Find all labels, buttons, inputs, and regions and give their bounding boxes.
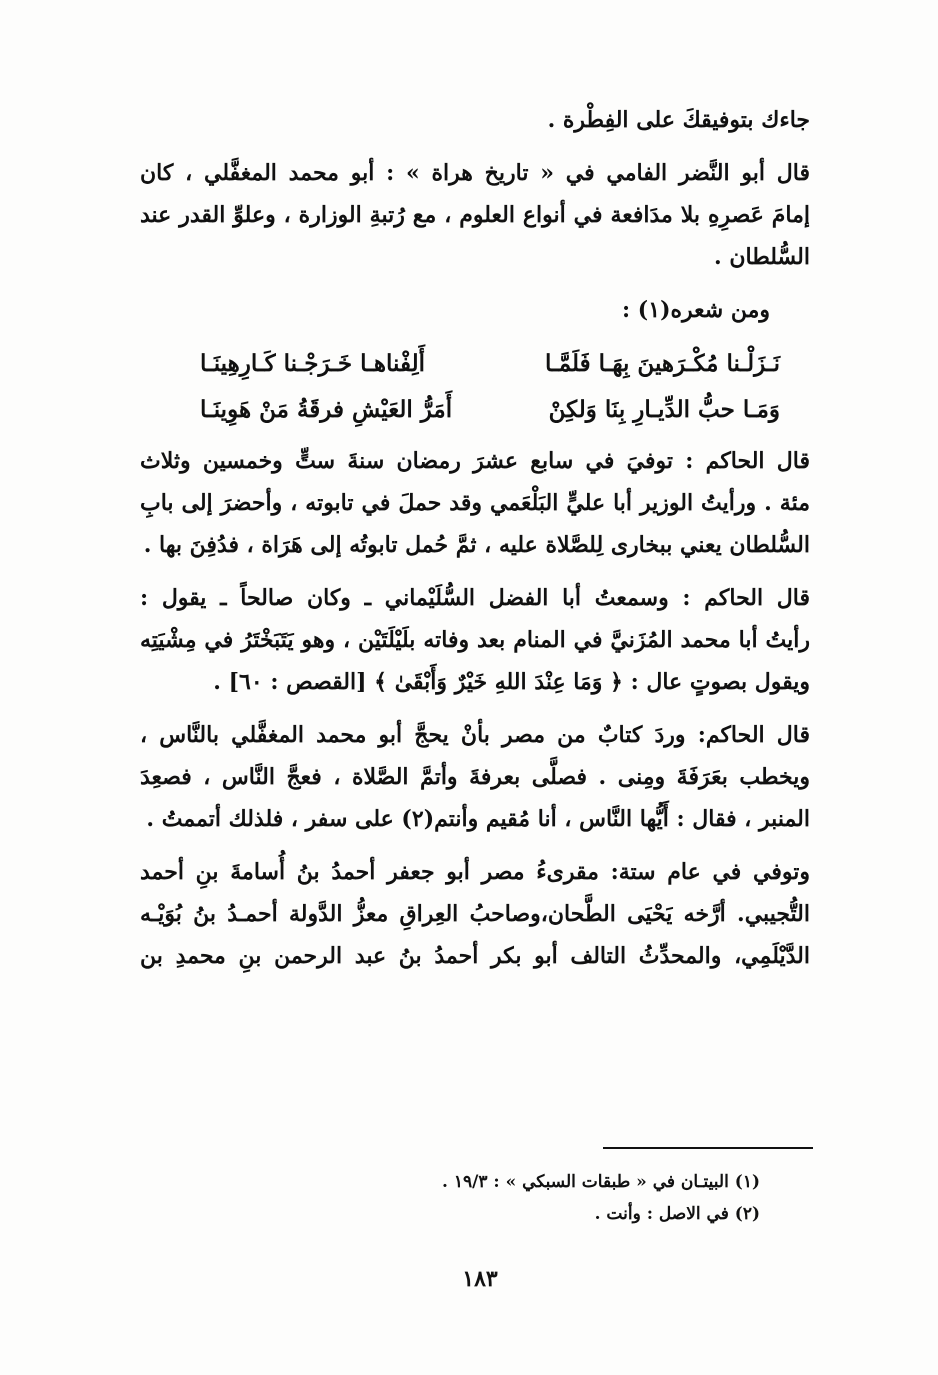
text-line: السُّلطان . [714,244,810,270]
text-line: ومن شعره(١) : [622,297,770,323]
verse-second-hemistich: أَلِفْناهـا خَـرَجْـنا كَـارِهِينَـا [200,350,425,377]
verse-line [200,347,780,381]
footnote-1: (١) البيتـان في « طبقات السبكي » : ١٩/٣ . [442,1172,760,1192]
footnote-separator [603,1147,813,1149]
text-line: قال أبو النَّضر الفامي في « تاريخ هراة » : أبو محمد المغفَّلي ، كان [140,160,810,186]
verse-first-hemistich: وَمَـا حبُّ الدِّيـارِ بِنَا وَلكِنْ [548,396,780,423]
verse-second-hemistich: أَمَرُّ العَيْشِ فرقَةُ مَنْ هَوِينَـا [200,396,453,423]
text-line: قال الحاكم : توفيَ في سابع عشرَ رمضان سنةَ ستٍّ وخمسين وثلاث [140,448,810,474]
paragraph-1 [140,104,810,136]
paragraph-2 [140,157,810,273]
text-line: المنبر ، فقال : أَيُّها النَّاس ، أنا مُقيم وأنتم(٢) على سفر ، فلذلك أتممتُ . [146,806,810,832]
paragraph-5 [140,582,810,698]
paragraph-7 [140,856,810,972]
text-line: رأيتُ أبا محمد المُزَنيَّ في المنام بعد وفاته بلَيْلَتَيْن ، وهو يَتَبَخْتَرُ في مِشْيَتِه [140,627,810,653]
text-line: قال الحاكم: وردَ كتابٌ من مصر بأنْ يحجَّ أبو محمد المغفَّلي بالنَّاس ، [140,722,810,748]
text-line: وتوفي في عام ستة: مقرىءُ مصر أبو جعفر أحمدُ بنُ أُسامةَ بنِ أحمد [140,859,810,885]
verse-line [200,393,780,427]
text-line: جاءك بتوفيقكَ على الفِطْرة . [547,107,810,133]
text-line: قال الحاكم : وسمعتُ أبا الفضل السُّلَيْماني ـ وكان صالحاً ـ يقول : [140,585,810,611]
poem-verse [200,347,780,427]
footnote-2: (٢) في الاصل : وأنت . [594,1204,760,1224]
text-line: السُّلطان يعني ببخارى لِلصَّلاة عليه ، ثمَّ حُمل تابوتُه إلى هَرَاة ، فدُفِنَ بها . [143,532,810,558]
paragraph-6 [140,719,810,835]
text-line: ويقول بصوتٍ عال : ﴿ وَمَا عِنْدَ اللهِ خَيْرٌ وَأَبْقَىٰ ﴾ [القصص : ٦٠] . [213,669,810,695]
text-line: مئة . ورأيتُ الوزير أبا عليٍّ البَلْعَمي وقد حملَ في تابوته ، وأحضرَ إلى بابِ [140,490,810,516]
text-line: إمامَ عَصرِهِ بلا مدَافعة في أنواع العلوم ، مع رُتبةِ الوزارة ، وعلوِّ القدر عند [140,202,810,228]
footnotes [380,1170,760,1234]
text-line: الدَّيْلَمِي، والمحدِّثُ التالف أبو بكر أحمدُ بنُ عبد الرحمن بنِ محمدِ بن [140,943,810,969]
paragraph-3 [140,294,810,326]
page-number: ١٨٣ [462,1266,498,1292]
text-line: التُّجيبي. أرَّخه يَحْيَى الطَّحان،وصاحبُ العِراقِ معزُّ الدَّولة أحمـدُ بنُ بُوَيْـه [140,901,810,927]
verse-first-hemistich: نَـزَلْـنا مُكْـرَهينَ بِهَـا فَلَمَّـا [545,350,780,377]
main-text [140,104,810,993]
paragraph-4 [140,445,810,561]
text-line: ويخطب بعَرَفَةَ ومِنى . فصلَّى بعرفةَ وأتمَّ الصَّلاة ، فعجَّ النَّاس ، فصعِدَ [140,764,810,790]
